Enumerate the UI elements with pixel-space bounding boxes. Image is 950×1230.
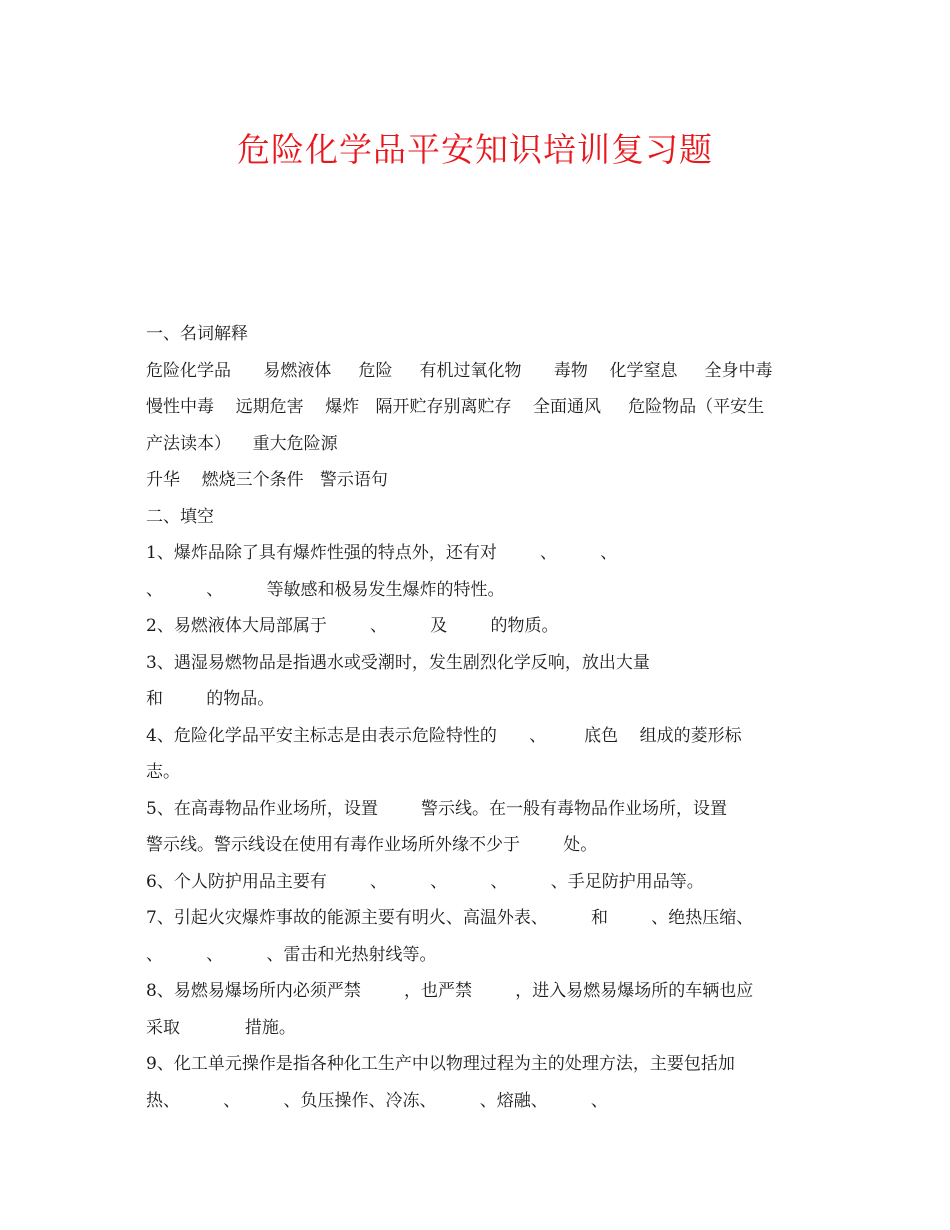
text-line: 6、个人防护用品主要有 、 、 、 、手足防护用品等。: [146, 871, 704, 892]
text-line: 热、 、 、负压操作、冷冻、 、熔融、 、: [146, 1090, 608, 1111]
text-line: 9、化工单元操作是指各种化工生产中以物理过程为主的处理方法，主要包括加: [146, 1054, 735, 1074]
text-line: 志。: [146, 762, 180, 782]
text-line: 采取 措施。: [146, 1017, 296, 1038]
text-line: 4、危险化学品平安主标志是由表示危险特性的 、 底色 组成的菱形标: [146, 725, 742, 746]
text-line: 升华 燃烧三个条件 警示语句: [146, 470, 388, 490]
text-line: 产法读本） 重大危险源: [146, 433, 338, 454]
text-line: 、 、 等敏感和极易发生爆炸的特性。: [146, 579, 505, 600]
text-line: 慢性中毒 远期危害 爆炸 隔开贮存别离贮存 全面通风 危险物品（平安生: [146, 397, 765, 417]
text-line: 1、爆炸品除了具有爆炸性强的特点外，还有对 、 、: [146, 543, 618, 563]
text-line: 2、易燃液体大局部属于 、 及 的物质。: [146, 616, 559, 636]
text-line: 3、遇湿易燃物品是指遇水或受潮时，发生剧烈化学反响，放出大量: [146, 652, 650, 673]
text-line: 和 的物品。: [146, 689, 275, 709]
document-body: [146, 316, 816, 1119]
text-line: 警示线。警示线设在使用有毒作业场所外缘不少于 处。: [146, 835, 598, 855]
page-title: 危险化学品平安知识培训复习题: [237, 130, 713, 169]
text-line: 二、填空: [146, 506, 214, 527]
text-line: 7、引起火灾爆炸事故的能源主要有明火、高温外表、 和 、绝热压缩、: [146, 908, 754, 928]
text-line: 危险化学品 易燃液体 危险 有机过氧化物 毒物 化学窒息 全身中毒: [146, 360, 773, 381]
text-line: 8、易燃易爆场所内必须严禁 ，也严禁 ，进入易燃易爆场所的车辆也应: [146, 981, 754, 1001]
text-line: 、 、 、雷击和光热射线等。: [146, 944, 437, 965]
text-line: 一、名词解释: [146, 324, 248, 344]
text-line: 5、在高毒物品作业场所，设置 警示线。在一般有毒物品作业场所，设置: [146, 798, 728, 819]
